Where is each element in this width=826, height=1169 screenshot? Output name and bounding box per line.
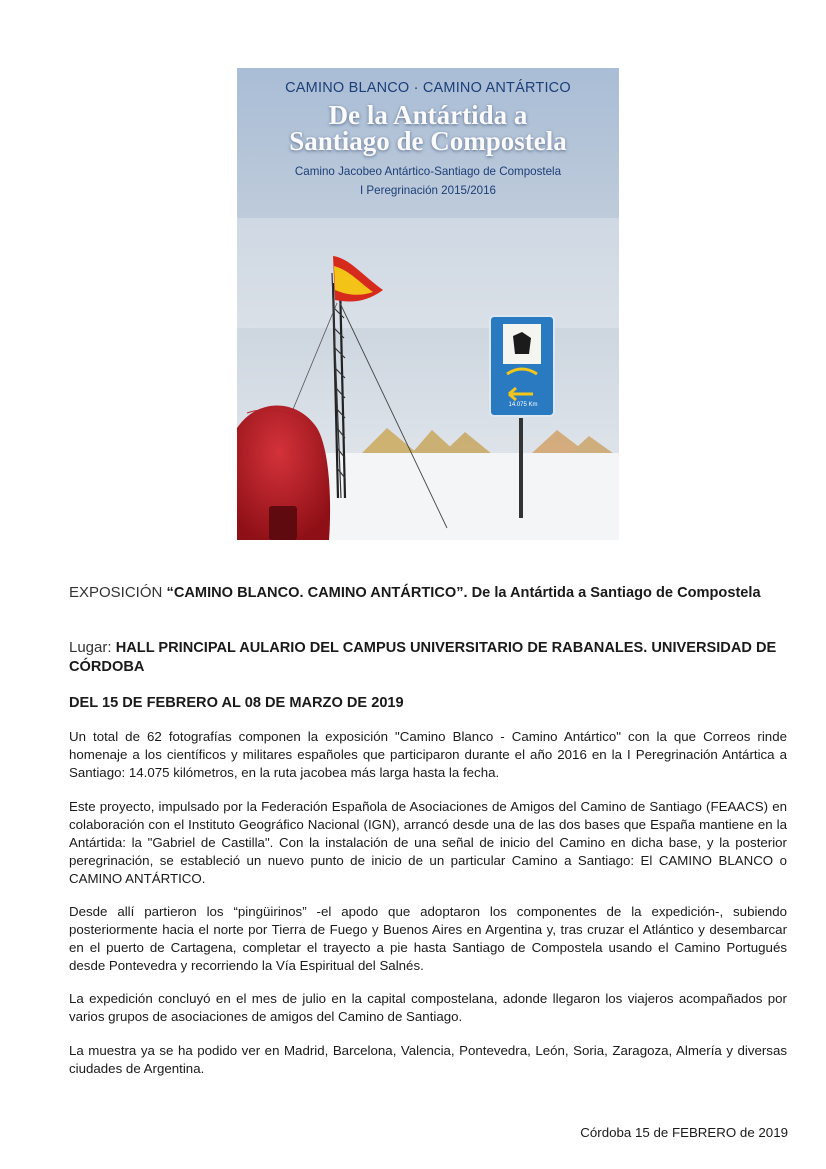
paragraph-3: Desde allí partieron los “pingüirinos” -el apodo que adoptaron los componentes de la expedición-, subiendo posteriormente hacia el norte por Tierra de Fuego y Buenos Aires en Argentina y, tras cruzar el Atlántico y desembarcar en el puerto de Cartagena, completar el trayecto a pie hasta Santiago de Compostela usando el Camino Portugués desde Pontevedra y recorriendo la Vía Espiritual del Salnés.	[69, 904, 787, 973]
exhibition-label: EXPOSICIÓN	[69, 584, 167, 601]
venue-heading	[69, 639, 787, 677]
poster-title-line1: De la Antártida a	[328, 100, 528, 130]
exhibition-poster	[237, 68, 619, 540]
exhibition-title: “CAMINO BLANCO. CAMINO ANTÁRTICO”. De la Antártida a Santiago de Compostela	[166, 585, 761, 601]
paragraph-2: Este proyecto, impulsado por la Federación Española de Asociaciones de Amigos del Camino de Santiago (FEAACS) en colaboración con el Instituto Geográfico Nacional (IGN), arrancó desde una de las dos bases que España mantiene en la Antártida: la "Gabriel de Castilla". Con la instalación de una señal de inicio del Camino en dicha base, y la posterior peregrinación, se estableció un nuevo punto de inicio de un particular Camino a Santiago: El CAMINO BLANCO o CAMINO ANTÁRTICO.	[69, 799, 787, 886]
paragraph-4: La expedición concluyó en el mes de julio en la capital compostelana, adonde llegaron los viajeros acompañados por varios grupos de asociaciones de amigos del Camino de Santiago.	[69, 991, 787, 1024]
poster-title-line2: Santiago de Compostela	[289, 126, 567, 156]
exhibition-heading	[69, 584, 787, 603]
paragraph-1: Un total de 62 fotografías componen la exposición "Camino Blanco - Camino Antártico" con la que Correos rinde homenaje a los científicos y militares españoles que participaron durante el año 2016 en la I Peregrinación Antártica a Santiago: 14.075 kilómetros, en la ruta jacobea más larga hasta la fecha.	[69, 729, 787, 780]
venue-name: HALL PRINCIPAL AULARIO DEL CAMPUS UNIVERSITARIO DE RABANALES. UNIVERSIDAD DE CÓRDOBA	[69, 640, 777, 675]
paragraph-5: La muestra ya se ha podido ver en Madrid, Barcelona, Valencia, Pontevedra, León, Soria, Zaragoza, Almería y diversas ciudades de Argentina.	[69, 1043, 787, 1076]
snow-haze	[237, 218, 619, 328]
poster-subtitle-line1: Camino Jacobeo Antártico-Santiago de Compostela	[294, 165, 562, 178]
venue-label: Lugar:	[69, 639, 116, 656]
poster-header: CAMINO BLANCO · CAMINO ANTÁRTICO	[285, 80, 571, 96]
poster-title	[237, 102, 619, 154]
date-signature: Córdoba 15 de FEBRERO de 2019	[580, 1125, 788, 1140]
sign-distance: 14.075 Km	[508, 402, 538, 408]
poster-subtitle-line2: I Peregrinación 2015/2016	[359, 184, 496, 197]
exhibition-dates: DEL 15 DE FEBRERO AL 08 DE MARZO DE 2019	[69, 695, 404, 711]
